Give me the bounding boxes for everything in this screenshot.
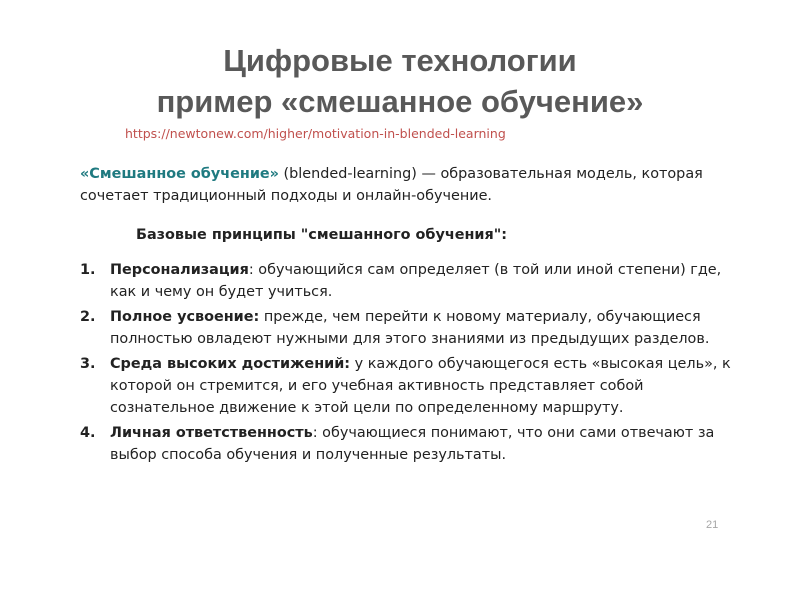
principle-item — [80, 259, 748, 303]
principles-heading: Базовые принципы "смешанного обучения": — [136, 227, 508, 243]
definition-paragraph — [80, 163, 748, 207]
principle-name: Личная ответственность — [110, 425, 313, 441]
principle-number: 3. — [80, 356, 96, 372]
principle-number: 2. — [80, 309, 96, 325]
slide-title-line-1: Цифровые технологии — [223, 43, 577, 78]
principle-name: Персонализация — [110, 262, 249, 278]
principle-number: 4. — [80, 425, 96, 441]
principle-item — [80, 306, 748, 350]
page-number: 21 — [706, 519, 719, 531]
principle-name: Среда высоких достижений: — [110, 356, 351, 372]
slide-title — [0, 40, 800, 122]
principle-number: 1. — [80, 262, 96, 278]
content-area — [80, 163, 748, 469]
principle-name: Полное усвоение: — [110, 309, 260, 325]
definition-term: «Смешанное обучение» — [80, 166, 279, 182]
principles-list — [80, 259, 748, 466]
principle-text: : обучающийся сам определяет (в той или иной степени) где, как и чему он будет учиться. — [110, 262, 722, 300]
principle-text: прежде, чем перейти к новому материалу, обучающиеся полностью овладеют нужными для этого знаниями из предыдущих разделов. — [110, 309, 710, 347]
principle-item — [80, 422, 748, 466]
definition-text: (blended-learning) — образовательная модель, которая сочетает традиционный подходы и онлайн-обучение. — [80, 166, 703, 204]
principle-text: : обучающиеся понимают, что они сами отвечают за выбор способа обучения и полученные результаты. — [110, 425, 715, 463]
source-link[interactable]: https://newtonew.com/higher/motivation-in-blended-learning — [125, 126, 506, 141]
principle-item — [80, 353, 748, 419]
principle-text: у каждого обучающегося есть «высокая цель», к которой он стремится, и его учебная активность представляет собой сознательное движение к этой цели по определенному маршруту. — [110, 356, 731, 416]
slide-title-line-2: пример «смешанное обучение» — [156, 84, 644, 119]
